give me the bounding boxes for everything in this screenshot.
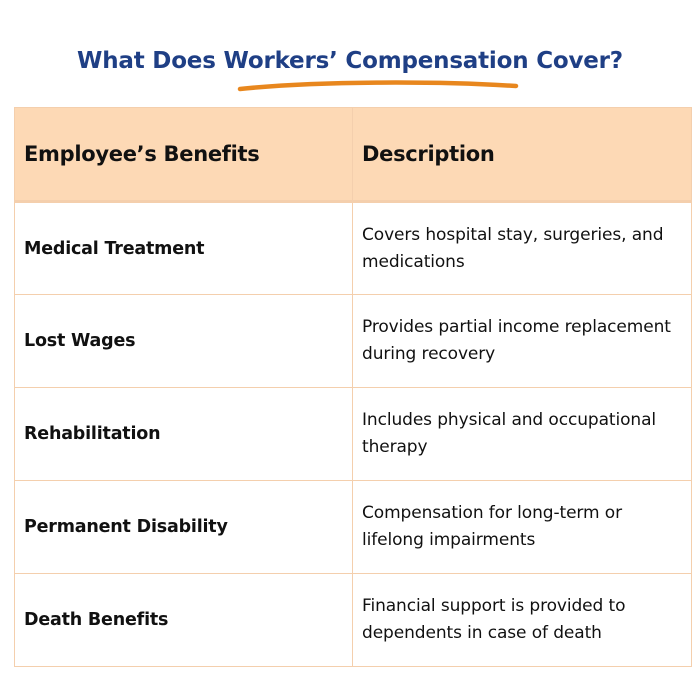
description-cell: Financial support is provided to dependents in case of death	[353, 574, 692, 667]
benefit-cell: Permanent Disability	[15, 481, 353, 574]
description-cell: Includes physical and occupational therapy	[353, 388, 692, 481]
description-cell: Compensation for long-term or lifelong impairments	[353, 481, 692, 574]
benefit-cell: Lost Wages	[15, 295, 353, 388]
table-row	[15, 388, 692, 481]
page-title: What Does Workers’ Compensation Cover?	[77, 48, 623, 74]
column-header-description: Description	[353, 108, 692, 202]
description-cell: Provides partial income replacement during recovery	[353, 295, 692, 388]
table-header-row	[15, 108, 692, 202]
benefits-table	[14, 107, 692, 667]
underline-stroke	[240, 83, 516, 89]
benefit-cell: Death Benefits	[15, 574, 353, 667]
column-header-benefits: Employee’s Benefits	[15, 108, 353, 202]
table-row	[15, 295, 692, 388]
table-row	[15, 574, 692, 667]
table-row	[15, 481, 692, 574]
title-underline-swoosh	[236, 78, 520, 94]
benefit-cell: Medical Treatment	[15, 202, 353, 295]
benefit-cell: Rehabilitation	[15, 388, 353, 481]
table-row	[15, 202, 692, 295]
description-cell: Covers hospital stay, surgeries, and medications	[353, 202, 692, 295]
